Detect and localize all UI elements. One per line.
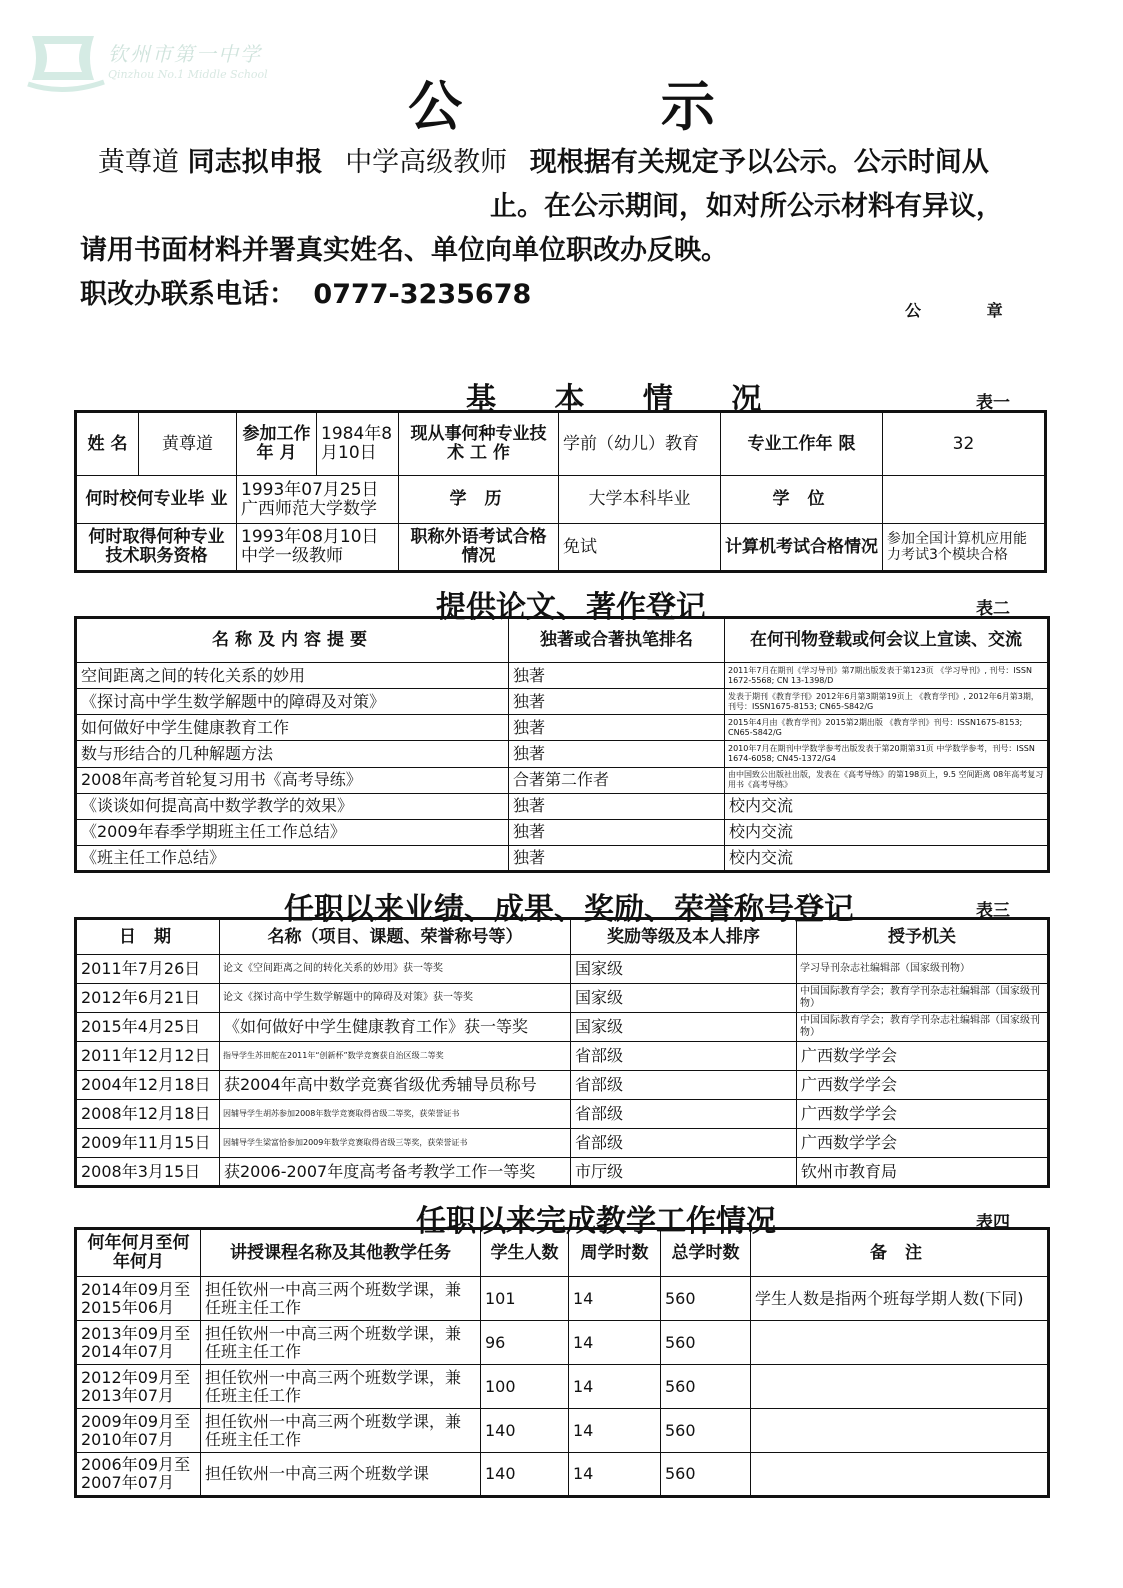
table-row <box>76 1129 1049 1158</box>
contact-phone-line <box>80 272 531 311</box>
paper-venue-cell: 2010年7月在期刊中学数学参考出版发表于第20期第31页 中学数学参考，刊号：ISSN 1674-6058; CN45-1372/G4 <box>725 741 1049 767</box>
paper-title-cell: 《谈谈如何提高高中数学教学的效果》 <box>76 793 509 819</box>
table-row <box>76 984 1049 1013</box>
teaching-weekly-hours-cell: 14 <box>569 1453 661 1497</box>
logo-subtext: Qinzhou No.1 Middle School <box>108 68 268 81</box>
degree-value <box>883 476 1046 524</box>
paper-venue-cell: 发表于期刊《教育学刊》2012年6月第3期第19页上 《教育学刊》, 2012年6月第3期，刊号：ISSN1675-8153; CN65-S842/G <box>725 689 1049 715</box>
phone-label: 职改办联系电话： <box>80 279 296 310</box>
teaching-header-course: 讲授课程名称及其他教学任务 <box>201 1229 481 1277</box>
paper-title-cell: 2008年高考首轮复习用书《高考导练》 <box>76 767 509 793</box>
qualification-value: 1993年08月10日中学一级教师 <box>237 524 399 572</box>
teaching-students-cell: 140 <box>481 1409 569 1453</box>
award-date-cell: 2008年3月15日 <box>76 1158 220 1187</box>
teaching-header-weekly-hours: 周学时数 <box>569 1229 661 1277</box>
papers-table <box>74 616 1050 873</box>
table-row <box>76 955 1049 984</box>
phone-number: 0777-3235678 <box>313 279 532 310</box>
paper-title-cell: 如何做好中学生健康教育工作 <box>76 715 509 741</box>
table-row <box>76 1042 1049 1071</box>
work-start-label: 参加工作年 月 <box>237 412 317 476</box>
table-row <box>76 741 1049 767</box>
name-label: 姓 名 <box>76 412 139 476</box>
work-start-value: 1984年8月10日 <box>317 412 399 476</box>
qualification-label: 何时取得何种专业技术职务资格 <box>76 524 237 572</box>
teaching-period-cell: 2013年09月至2014年07月 <box>76 1321 201 1365</box>
award-level-cell: 省部级 <box>571 1042 797 1071</box>
table-row <box>76 1277 1049 1321</box>
teaching-table <box>74 1227 1050 1498</box>
applied-position: 中学高级教师 <box>345 147 508 178</box>
official-seal-label: 公 章 <box>905 301 1033 320</box>
award-date-cell: 2012年6月21日 <box>76 984 220 1013</box>
table-row <box>76 689 1049 715</box>
teaching-remarks-cell: 学生人数是指两个班每学期人数(下同) <box>751 1277 1049 1321</box>
teaching-header-total-hours: 总学时数 <box>661 1229 751 1277</box>
teaching-total-hours-cell: 560 <box>661 1453 751 1497</box>
table-row <box>76 819 1049 845</box>
teaching-remarks-cell <box>751 1321 1049 1365</box>
table-row <box>76 1453 1049 1497</box>
teaching-weekly-hours-cell: 14 <box>569 1321 661 1365</box>
award-name-cell: 获2006-2007年度高考备考教学工作一等奖 <box>220 1158 571 1187</box>
papers-header-venue: 在何刊物登载或何会议上宣读、交流 <box>725 618 1049 663</box>
paper-title-cell: 《2009年春季学期班主任工作总结》 <box>76 819 509 845</box>
language-exam-label: 职称外语考试合格情况 <box>399 524 559 572</box>
award-name-cell: 因辅导学生梁富恰参加2009年数学竞赛取得省级三等奖，获荣誉证书 <box>220 1129 571 1158</box>
teaching-remarks-cell <box>751 1453 1049 1497</box>
computer-exam-label: 计算机考试合格情况 <box>721 524 883 572</box>
paper-venue-cell: 校内交流 <box>725 845 1049 871</box>
teaching-title: 任职以来完成教学工作情况 <box>416 1204 776 1239</box>
teaching-students-cell: 96 <box>481 1321 569 1365</box>
computer-exam-value: 参加全国计算机应用能力考试3个模块合格 <box>883 524 1046 572</box>
award-authority-cell: 广西数学学会 <box>797 1071 1049 1100</box>
award-name-cell: 指导学生苏田舵在2011年“创新杯”数学竞赛获自治区级二等奖 <box>220 1042 571 1071</box>
teaching-course-cell: 担任钦州一中高三两个班数学课 <box>201 1453 481 1497</box>
logo-text: 钦州市第一中学 <box>108 42 262 66</box>
teaching-total-hours-cell: 560 <box>661 1277 751 1321</box>
award-authority-cell: 学习导刊杂志社编辑部（国家级刊物） <box>797 955 1049 984</box>
table-row <box>76 1158 1049 1187</box>
award-level-cell: 国家级 <box>571 1013 797 1042</box>
award-date-cell: 2004年12月18日 <box>76 1071 220 1100</box>
award-level-cell: 国家级 <box>571 955 797 984</box>
award-name-cell: 因辅导学生胡苏参加2008年数学竞赛取得省级二等奖，获荣誉证书 <box>220 1100 571 1129</box>
award-authority-cell: 中国国际教育学会；教育学刊杂志社编辑部（国家级刊物） <box>797 984 1049 1013</box>
award-date-cell: 2009年11月15日 <box>76 1129 220 1158</box>
award-authority-cell: 广西数学学会 <box>797 1042 1049 1071</box>
specialty-value: 学前（幼儿）教育 <box>559 412 721 476</box>
award-level-cell: 省部级 <box>571 1129 797 1158</box>
papers-header-authorship: 独著或合著执笔排名 <box>509 618 725 663</box>
teaching-total-hours-cell: 560 <box>661 1409 751 1453</box>
paper-authorship-cell: 独著 <box>509 819 725 845</box>
teaching-period-cell: 2012年09月至2013年07月 <box>76 1365 201 1409</box>
table-4-tag: 表四 <box>976 1213 1010 1233</box>
award-level-cell: 省部级 <box>571 1071 797 1100</box>
teaching-header-period: 何年何月至何年何月 <box>76 1229 201 1277</box>
awards-table <box>74 917 1050 1188</box>
award-date-cell: 2015年4月25日 <box>76 1013 220 1042</box>
table-row <box>76 793 1049 819</box>
graduation-value: 1993年07月25日广西师范大学数学 <box>237 476 399 524</box>
award-authority-cell: 钦州市教育局 <box>797 1158 1049 1187</box>
teaching-students-cell: 140 <box>481 1453 569 1497</box>
teaching-course-cell: 担任钦州一中高三两个班数学课，兼任班主任工作 <box>201 1365 481 1409</box>
basic-info-table <box>74 410 1047 573</box>
paper-venue-cell: 由中国致公出版社出版，发表在《高考导练》的第198页上，9.5 空间距离 08年高考复习用书《高考导练》 <box>725 767 1049 793</box>
paper-authorship-cell: 独著 <box>509 741 725 767</box>
notice-line-3: 请用书面材料并署真实姓名、单位向单位职改办反映。 <box>80 235 728 266</box>
award-level-cell: 国家级 <box>571 984 797 1013</box>
table-row <box>76 715 1049 741</box>
table-row <box>76 1409 1049 1453</box>
teaching-period-cell: 2009年09月至2010年07月 <box>76 1409 201 1453</box>
papers-title: 提供论文、著作登记 <box>436 590 706 625</box>
award-authority-cell: 中国国际教育学会；教育学刊杂志社编辑部（国家级刊物） <box>797 1013 1049 1042</box>
paper-authorship-cell: 独著 <box>509 689 725 715</box>
teaching-weekly-hours-cell: 14 <box>569 1409 661 1453</box>
years-label: 专业工作年 限 <box>721 412 883 476</box>
basic-info-title: 基 本 情 况 <box>466 382 786 417</box>
teaching-header-students: 学生人数 <box>481 1229 569 1277</box>
award-date-cell: 2008年12月18日 <box>76 1100 220 1129</box>
name-value: 黄尊道 <box>139 412 237 476</box>
notice-phrase-1: 同志拟申报 <box>187 147 323 178</box>
table-row <box>76 1071 1049 1100</box>
awards-header-date: 日 期 <box>76 919 220 955</box>
paper-title-cell: 空间距离之间的转化关系的妙用 <box>76 663 509 689</box>
table-row <box>76 845 1049 871</box>
award-name-cell: 《如何做好中学生健康教育工作》获一等奖 <box>220 1013 571 1042</box>
teaching-header-remarks: 备 注 <box>751 1229 1049 1277</box>
table-2-tag: 表二 <box>976 599 1010 619</box>
education-label: 学 历 <box>399 476 559 524</box>
award-level-cell: 省部级 <box>571 1100 797 1129</box>
teaching-total-hours-cell: 560 <box>661 1365 751 1409</box>
education-value: 大学本科毕业 <box>559 476 721 524</box>
table-row <box>76 1321 1049 1365</box>
awards-header-level: 奖励等级及本人排序 <box>571 919 797 955</box>
awards-header-name: 名称（项目、课题、荣誉称号等） <box>220 919 571 955</box>
awards-header-authority: 授予机关 <box>797 919 1049 955</box>
teaching-course-cell: 担任钦州一中高三两个班数学课，兼任班主任工作 <box>201 1409 481 1453</box>
table-3-tag: 表三 <box>976 901 1010 921</box>
table-row <box>76 1013 1049 1042</box>
papers-header-title: 名称及内容提要 <box>76 618 509 663</box>
teaching-course-cell: 担任钦州一中高三两个班数学课，兼任班主任工作 <box>201 1277 481 1321</box>
teaching-period-cell: 2006年09月至2007年07月 <box>76 1453 201 1497</box>
teaching-period-cell: 2014年09月至2015年06月 <box>76 1277 201 1321</box>
teaching-course-cell: 担任钦州一中高三两个班数学课，兼任班主任工作 <box>201 1321 481 1365</box>
award-name-cell: 获2004年高中数学竞赛省级优秀辅导员称号 <box>220 1071 571 1100</box>
degree-label: 学 位 <box>721 476 883 524</box>
award-date-cell: 2011年12月12日 <box>76 1042 220 1071</box>
paper-venue-cell: 校内交流 <box>725 819 1049 845</box>
paper-title-cell: 《班主任工作总结》 <box>76 845 509 871</box>
teaching-students-cell: 100 <box>481 1365 569 1409</box>
paper-authorship-cell: 独著 <box>509 793 725 819</box>
applicant-name: 黄尊道 <box>98 147 179 178</box>
award-date-cell: 2011年7月26日 <box>76 955 220 984</box>
paper-authorship-cell: 独著 <box>509 715 725 741</box>
notice-phrase-2: 现根据有关规定予以公示。公示时间从 <box>529 147 989 178</box>
teaching-total-hours-cell: 560 <box>661 1321 751 1365</box>
paper-venue-cell: 校内交流 <box>725 793 1049 819</box>
paper-authorship-cell: 独著 <box>509 663 725 689</box>
paper-authorship-cell: 合著第二作者 <box>509 767 725 793</box>
notice-line-1 <box>98 140 989 179</box>
years-value: 32 <box>883 412 1046 476</box>
notice-line-2: 止。在公示期间，如对所公示材料有异议， <box>490 191 1003 222</box>
teaching-remarks-cell <box>751 1365 1049 1409</box>
teaching-students-cell: 101 <box>481 1277 569 1321</box>
award-level-cell: 市厅级 <box>571 1158 797 1187</box>
language-exam-value: 免试 <box>559 524 721 572</box>
teaching-weekly-hours-cell: 14 <box>569 1365 661 1409</box>
table-1-tag: 表一 <box>976 393 1010 413</box>
paper-venue-cell: 2015年4月由《教育学刊》2015第2期出版 《教育学刊》刊号：ISSN1675-8153; CN65-S842/G <box>725 715 1049 741</box>
awards-title: 任职以来业绩、成果、奖励、荣誉称号登记 <box>284 892 854 927</box>
notice-title: 公 示 <box>408 75 805 138</box>
award-authority-cell: 广西数学学会 <box>797 1100 1049 1129</box>
teaching-weekly-hours-cell: 14 <box>569 1277 661 1321</box>
table-row <box>76 1100 1049 1129</box>
award-name-cell: 论文《空间距离之间的转化关系的妙用》获一等奖 <box>220 955 571 984</box>
teaching-remarks-cell <box>751 1409 1049 1453</box>
table-row <box>76 663 1049 689</box>
graduation-label: 何时校何专业毕 业 <box>76 476 237 524</box>
table-row <box>76 767 1049 793</box>
paper-title-cell: 数与形结合的几种解题方法 <box>76 741 509 767</box>
paper-title-cell: 《探讨高中学生数学解题中的障碍及对策》 <box>76 689 509 715</box>
table-row <box>76 1365 1049 1409</box>
paper-venue-cell: 2011年7月在期刊《学习导刊》第7期出版发表于第123页 《学习导刊》, 刊号：ISSN 1672-5568; CN 13-1398/D <box>725 663 1049 689</box>
award-authority-cell: 广西数学学会 <box>797 1129 1049 1158</box>
specialty-label: 现从事何种专业技 术 工 作 <box>399 412 559 476</box>
paper-authorship-cell: 独著 <box>509 845 725 871</box>
award-name-cell: 论文《探讨高中学生数学解题中的障碍及对策》获一等奖 <box>220 984 571 1013</box>
